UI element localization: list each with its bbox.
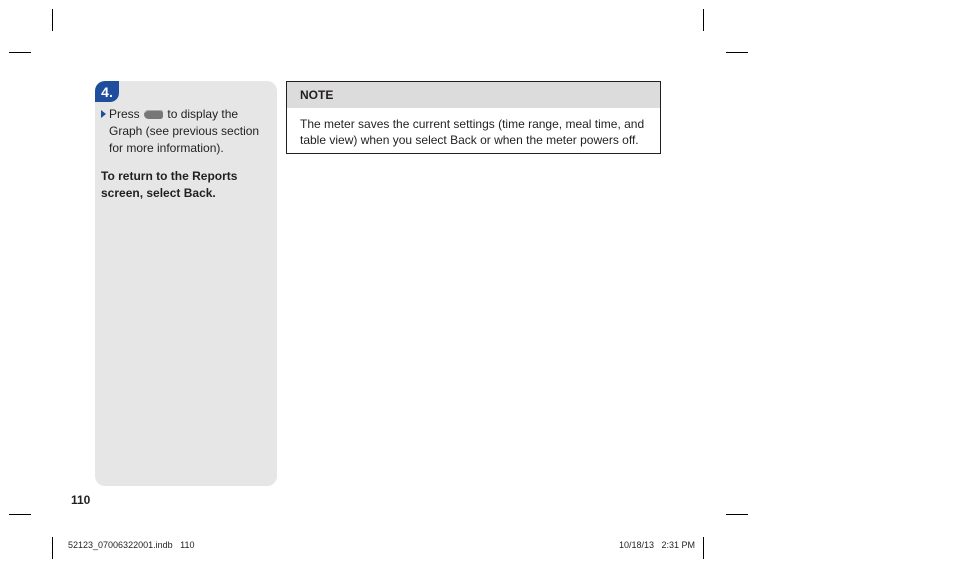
note-box (286, 81, 661, 154)
bullet-arrow-icon (101, 110, 106, 118)
return-note: To return to the Reports screen, select Back. (101, 169, 238, 200)
page-number: 110 (71, 493, 91, 507)
crop-mark-top-left (52, 9, 53, 31)
instruction-before: Press (109, 107, 140, 121)
print-slug-file: 52123_07006322001.indb 110 (68, 540, 195, 550)
crop-mark-bottom-right (726, 514, 748, 515)
step-number-badge: 4. (95, 81, 119, 102)
crop-mark-bottom-left (9, 514, 31, 515)
back-button-icon (144, 110, 163, 119)
step-instruction (109, 106, 271, 157)
crop-mark-top-left (9, 52, 31, 53)
crop-mark-bottom-left (52, 537, 53, 559)
crop-mark-top-right (726, 52, 748, 53)
note-heading: NOTE (287, 82, 660, 108)
crop-mark-bottom-right (703, 537, 704, 559)
crop-mark-top-right (703, 9, 704, 31)
instruction-after: to display the Graph (see previous section for more information). (109, 107, 260, 155)
step-panel (95, 81, 277, 486)
note-body: The meter saves the current settings (time range, meal time, and table view) when you select Back or when the meter powers off. (300, 117, 645, 147)
print-slug-date: 10/18/13 2:31 PM (619, 540, 696, 550)
